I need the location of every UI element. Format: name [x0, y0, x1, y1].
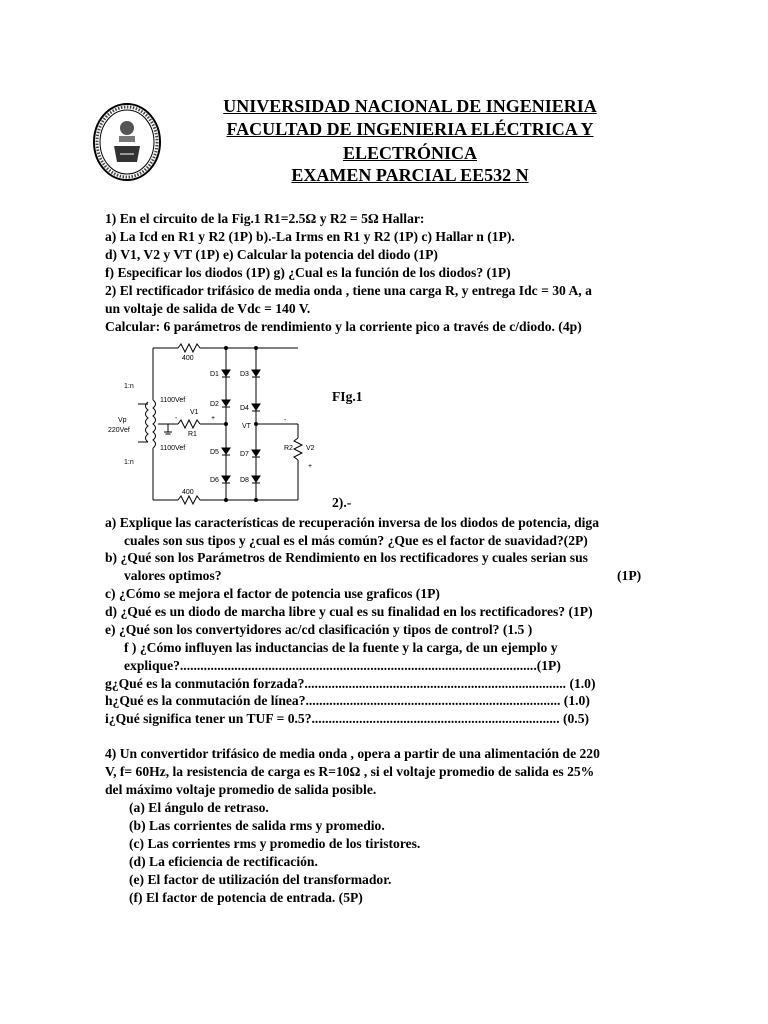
vp-value: 220Vef: [108, 427, 130, 434]
diode-d5-label: D5: [210, 449, 219, 456]
q1-line1: 1) En el circuito de la Fig.1 R1=2.5Ω y R2 = 5Ω Hallar:: [105, 211, 425, 226]
vt-label: VT: [242, 423, 251, 430]
q4-item-b: (b) Las corrientes de salida rms y promedio.: [129, 818, 385, 833]
q4-line3: del máximo voltaje promedio de salida posible.: [105, 782, 377, 797]
secondary-bottom-label: 1100Vef: [160, 445, 186, 452]
diode-d4-label: D4: [240, 405, 249, 412]
q3-h: h¿Qué es la conmutación de línea?........................................................................... (1.0): [105, 693, 590, 708]
q3-a-line2: cuales son sus tipos y ¿cual es el más común? ¿Que es el factor de suavidad?(2P): [124, 533, 588, 548]
minus-sign-v1: -: [175, 415, 178, 422]
university-seal-logo: [92, 102, 162, 182]
q2-line2: un voltaje de salida de Vdc = 140 V.: [105, 301, 311, 316]
q1-line3: d) V1, V2 y VT (1P) e) Calcular la potencia del diodo (1P): [105, 247, 438, 262]
figure-caption: FIg.1: [332, 389, 363, 404]
q3-b-line2: valores optimos?: [124, 568, 222, 583]
q3-f-line2: explique?.........................................................................................................(1P): [124, 658, 561, 673]
q3-e: e) ¿Qué son los convertyidores ac/cd clasificación y tipos de control? (1.5 ): [105, 622, 533, 637]
diode-d2-label: D2: [210, 401, 219, 408]
q1-line2: a) La Icd en R1 y R2 (1P) b).-La Irms en R1 y R2 (1P) c) Hallar n (1P).: [105, 229, 515, 244]
r1-label: R1: [188, 431, 197, 438]
diode-d3-label: D3: [240, 371, 249, 378]
q1-line4: f) Especificar los diodos (1P) g) ¿Cual es la función de los diodos? (1P): [105, 265, 511, 280]
q3-i: i¿Qué significa tener un TUF = 0.5?......................................................................... (0.5): [105, 711, 590, 726]
q4-line2: V, f= 60Hz, la resistencia de carga es R=10Ω , si el voltaje promedio de salida es 25%: [105, 764, 595, 779]
v1-label: V1: [190, 409, 199, 416]
turns-ratio-top: 1:n: [124, 383, 134, 390]
diode-d1-label: D1: [210, 371, 219, 378]
q3-b-points: (1P): [617, 568, 642, 583]
q4-item-c: (c) Las corrientes rms y promedio de los tiristores.: [129, 836, 421, 851]
section-2-marker: 2).-: [332, 495, 352, 510]
faculty-title: FACULTAD DE INGENIERIA ELÉCTRICA Y: [226, 119, 594, 139]
resistor-top-label: 400: [182, 355, 194, 362]
q3-c: c) ¿Cómo se mejora el factor de potencia use graficos (1P): [105, 586, 440, 601]
q3-g: g¿Qué es la conmutación forzada?............................................................................. (1.0): [105, 676, 596, 691]
faculty-title-cont: ELECTRÓNICA: [342, 143, 478, 163]
r2-label: R2: [284, 445, 293, 452]
resistor-bottom-label: 400: [182, 489, 194, 496]
secondary-top-label: 1100Vef: [160, 397, 186, 404]
q3-a-line1: a) Explique las características de recuperación inversa de los diodos de potencia, diga: [105, 515, 600, 530]
minus-sign-v2: -: [284, 417, 287, 424]
q3-d: d) ¿Qué es un diodo de marcha libre y cual es su finalidad en los rectificadores? (1P): [105, 604, 593, 619]
q4-item-f: (f) El factor de potencia de entrada. (5P): [129, 890, 363, 905]
q2-line1: 2) El rectificador trifásico de media onda , tiene una carga R, y entrega Idc = 30 A, a: [105, 283, 592, 298]
diode-d7-label: D7: [240, 451, 249, 458]
university-title: UNIVERSIDAD NACIONAL DE INGENIERIA: [223, 96, 597, 116]
q3-f-line1: f ) ¿Cómo influyen las inductancias de la fuente y la carga, de un ejemplo y: [124, 640, 558, 655]
q3-b-line1: b) ¿Qué son los Parámetros de Rendimiento en los rectificadores y cuales serian sus: [105, 550, 588, 565]
diode-d8-label: D8: [240, 477, 249, 484]
q4-item-a: (a) El ángulo de retraso.: [129, 800, 269, 815]
v2-label: V2: [306, 445, 315, 452]
q4-item-d: (d) La eficiencia de rectificación.: [129, 854, 318, 869]
turns-ratio-bottom: 1:n: [124, 459, 134, 466]
q2-line3: Calcular: 6 parámetros de rendimiento y la corriente pico a través de c/diodo. (4p): [105, 319, 582, 334]
vp-label: Vp: [118, 417, 127, 424]
plus-sign-v2: +: [308, 463, 313, 470]
plus-sign-v1: +: [211, 415, 216, 422]
q4-item-e: (e) El factor de utilización del transformador.: [129, 872, 392, 887]
q4-line1: 4) Un convertidor trifásico de media onda , opera a partir de una alimentación de 220: [105, 746, 600, 761]
exam-title: EXAMEN PARCIAL EE532 N: [291, 165, 529, 185]
diode-d6-label: D6: [210, 477, 219, 484]
circuit-diagram-fig1: [108, 340, 333, 510]
